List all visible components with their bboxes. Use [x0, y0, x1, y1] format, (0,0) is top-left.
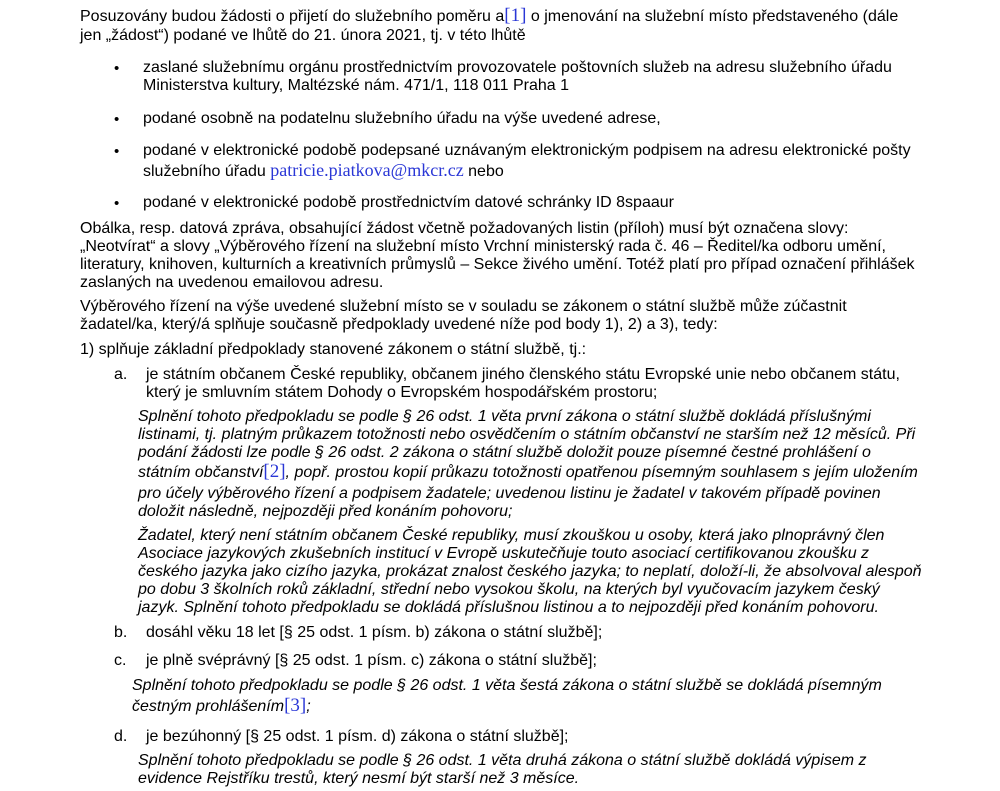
item-c-note-line-2: čestným prohlášením[3]; [132, 695, 311, 716]
item-a-note-2-line-2: Asociace jazykových zkušebních institucí v Evropě uskutečňuje touto asociací certifikovanou zkoušku z [138, 545, 870, 562]
bullet-1-line-2: Ministerstva kultury, Maltézské nám. 471/1, 118 011 Praha 1 [143, 77, 569, 94]
email-link[interactable]: patricie.piatkova@mkcr.cz [270, 160, 464, 180]
item-a-line-2: který je smluvním státem Dohody o Evropském hospodářském prostoru; [146, 384, 658, 401]
envelope-line-4: zaslaných na uvedenou emailovou adresu. [80, 274, 384, 291]
item-d-text: je bezúhonný [§ 25 odst. 1 písm. d) zákona o státní službě]; [146, 728, 569, 745]
bullet-icon: • [114, 111, 120, 128]
item-a-note-2-line-4: po dobu 3 školních roků základní, střední nebo vysokou školu, na kterých byl vyučovacím jazykem český [138, 581, 880, 598]
bullet-icon: • [114, 143, 120, 160]
item-a-note-2-line-5: jazyk. Splnění tohoto předpokladu se dokládá příslušnou listinou a to nejpozději před konáním pohovoru. [138, 599, 879, 616]
item-a-note-1-line-2: listinami, tj. platným průkazem totožnosti nebo osvědčením o státním občanství ne starším než 12 měsíců. Při [138, 426, 916, 443]
item-c-note-line-1: Splnění tohoto předpokladu se podle § 26 odst. 1 věta šestá zákona o státní službě se dokládá písemným [132, 677, 882, 694]
bullet-1-line-1: zaslané služebnímu orgánu prostřednictvím provozovatele poštovních služeb na adresu služebního úřadu [143, 59, 892, 76]
item-d-note-line-1: Splnění tohoto předpokladu se podle § 26 odst. 1 věta druhá zákona o státní službě dokládá výpisem z [138, 752, 867, 769]
item-c-letter: c. [114, 652, 127, 669]
item-c-text: je plně svéprávný [§ 25 odst. 1 písm. c) zákona o státní službě]; [146, 652, 597, 669]
item-b-letter: b. [114, 624, 128, 641]
item-a-note-2-line-3: českého jazyka jako cizího jazyka, prokázat znalost českého jazyka; to neplatí, doloží-li, že absolvoval alespoň [138, 563, 922, 580]
intro-line-1: Posuzovány budou žádosti o přijetí do služebního poměru a[1] o jmenování na služební místo představeného (dále [80, 5, 899, 26]
envelope-line-1: Obálka, resp. datová zpráva, obsahující žádost včetně požadovaných listin (příloh) musí být označena slovy: [80, 220, 849, 237]
footnote-ref-2[interactable]: [2] [263, 461, 286, 482]
item-a-note-2-line-1: Žadatel, který není státním občanem České republiky, musí zkouškou u osoby, která jako plnoprávný člen [138, 527, 885, 544]
item-a-note-1-line-1: Splnění tohoto předpokladu se podle § 26 odst. 1 věta první zákona o státní službě dokládá příslušnými [138, 408, 871, 425]
envelope-line-2: „Neotvírat“ a slovy „Výběrového řízení na služební místo Vrchní ministerský rada č. 46 – Ředitel/ka odboru umění, [80, 238, 886, 255]
point-1: 1) splňuje základní předpoklady stanovené zákonem o státní službě, tj.: [80, 341, 587, 358]
item-a-letter: a. [114, 366, 128, 383]
item-b-text: dosáhl věku 18 let [§ 25 odst. 1 písm. b) zákona o státní službě]; [146, 624, 603, 641]
item-a-line-1: je státním občanem České republiky, občanem jiného členského státu Evropské unie nebo občanem státu, [146, 366, 900, 383]
envelope-line-3: literatury, knihoven, kulturních a kreativních průmyslů – Sekce živého umění. Totéž platí pro případ označení přihlášek [80, 256, 915, 273]
bullet-icon: • [114, 195, 120, 212]
item-a-note-1-line-6: doložit následně, nejpozději před konáním pohovoru; [138, 503, 513, 520]
bullet-icon: • [114, 60, 120, 77]
item-d-note-line-2: evidence Rejstříku trestů, který nesmí být starší než 3 měsíce. [138, 770, 580, 787]
eligibility-line-1: Výběrového řízení na výše uvedené služební místo se v souladu se zákonem o státní službě může zúčastnit [80, 298, 847, 315]
bullet-4: podané v elektronické podobě prostřednictvím datové schránky ID 8spaaur [143, 194, 674, 211]
item-a-note-1-line-4: státním občanství[2], popř. prostou kopií průkazu totožnosti opatřenou písemným souhlasem s jejím uložením [138, 461, 918, 482]
bullet-3-line-1: podané v elektronické podobě podepsané uznávaným elektronickým podpisem na adresu elektronické pošty [143, 142, 911, 159]
item-d-letter: d. [114, 728, 128, 745]
item-a-note-1-line-3: podání žádosti lze podle § 26 odst. 2 zákona o státní službě doložit pouze písemné čestné prohlášení o [138, 444, 871, 461]
intro-line-2: jen „žádost“) podané ve lhůtě do 21. února 2021, tj. v této lhůtě [80, 27, 526, 44]
bullet-2: podané osobně na podatelnu služebního úřadu na výše uvedené adrese, [143, 110, 661, 127]
footnote-ref-1[interactable]: [1] [504, 5, 527, 26]
eligibility-line-2: žadatel/ka, který/á splňuje současně předpoklady uvedené níže pod body 1), 2) a 3), tedy: [80, 316, 718, 333]
item-a-note-1-line-5: pro účely výběrového řízení a podpisem žadatele; uvedenou listinu je žadatel v takovém případě povinen [138, 485, 881, 502]
footnote-ref-3[interactable]: [3] [284, 695, 307, 716]
bullet-3-line-2: služebního úřadu patricie.piatkova@mkcr.cz nebo [143, 160, 504, 180]
